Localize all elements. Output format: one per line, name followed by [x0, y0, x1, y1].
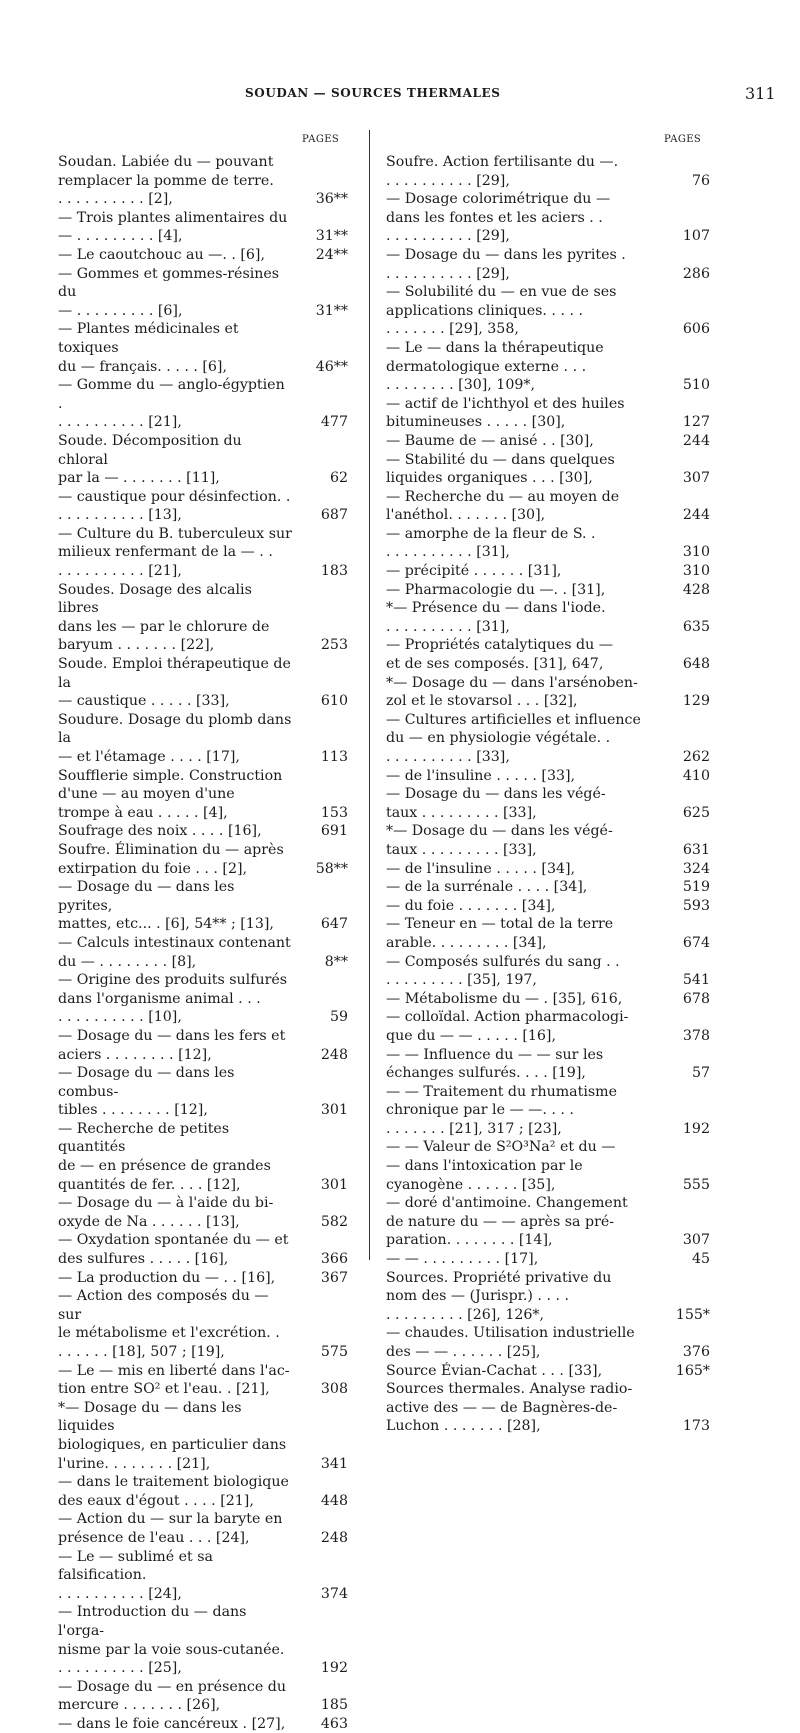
- index-entry-page: 610: [320, 693, 348, 710]
- index-entry-text: Soufre. Élimination du — après extirpation du foie . . . [2],: [58, 841, 284, 877]
- pages-label-right: PAGES: [664, 134, 702, 145]
- index-entry-page: 192: [682, 1120, 710, 1137]
- index-entry-text: — La production du — . . [16],: [58, 1269, 276, 1286]
- index-entry-text: — Cultures artificielles et influence du — en physiologie végétale. . . . . . . . . . . . [33],: [386, 711, 641, 765]
- index-entry-text: — Oxydation spontanée du — et des sulfures . . . . . [16],: [58, 1232, 289, 1268]
- index-entry-page: 582: [320, 1213, 348, 1230]
- running-header: [0, 86, 800, 108]
- index-entry: [386, 711, 710, 767]
- index-entry: [386, 897, 710, 916]
- index-entry-page: 410: [682, 767, 710, 784]
- index-entry-page: 244: [682, 507, 710, 524]
- index-entry-text: — dans le foie cancéreux . [27],: [58, 1715, 286, 1732]
- index-entry: [386, 636, 710, 673]
- index-entry-page: 31**: [315, 228, 348, 245]
- page-number: 311: [745, 84, 776, 103]
- index-entry-text: — dans le traitement biologique des eaux d'égout . . . . [21],: [58, 1474, 289, 1509]
- index-entry-page: 575: [320, 1344, 348, 1360]
- index-entry-page: 31**: [315, 302, 348, 319]
- index-entry: [386, 822, 710, 859]
- index-entry-page: 24**: [315, 246, 348, 263]
- index-entry-page: 301: [320, 1176, 348, 1193]
- index-entry-page: 165*: [675, 1362, 710, 1379]
- index-entry-page: 248: [320, 1046, 348, 1063]
- index-entry-page: 153: [320, 804, 348, 821]
- index-entry: [386, 785, 710, 822]
- index-entry-text: Soude. Emploi thérapeutique de la — caustique . . . . . [33],: [58, 656, 291, 710]
- index-entry: [386, 339, 710, 395]
- index-entry: [386, 599, 710, 636]
- index-entry-page: 606: [682, 321, 710, 338]
- index-entry: [58, 1064, 348, 1120]
- index-entry-text: *— Dosage du — dans les liquides biologiques, en particulier dans l'urine. . . . . . . . [21],: [58, 1399, 287, 1472]
- index-entry: [58, 971, 348, 1027]
- index-entry-text: — Plantes médicinales et toxiques du — français. . . . . [6],: [58, 321, 239, 375]
- index-entry-text: Soufflerie simple. Construction d'une — au moyen d'une trompe à eau . . . . . [4],: [58, 767, 283, 821]
- index-entry-page: 307: [682, 470, 710, 487]
- index-entry: [58, 320, 348, 376]
- index-entry-text: — Le caoutchouc au —. . [6],: [58, 246, 265, 263]
- index-entry: [58, 711, 348, 767]
- index-entry: [386, 525, 710, 562]
- index-entry-text: — colloïdal. Action pharmacologi- que du — — . . . . . [16],: [386, 1009, 629, 1044]
- index-entry-page: 631: [682, 841, 710, 858]
- index-entry-text: — Composés sulfurés du sang . . . . . . . . . . . [35], 197,: [386, 953, 620, 989]
- index-entry-page: 635: [682, 618, 710, 635]
- index-entry: [58, 1362, 348, 1399]
- index-entry-text: — Dosage du — dans les fers et aciers . . . . . . . . [12],: [58, 1027, 286, 1063]
- index-entry: [386, 674, 710, 711]
- index-entry-page: 45: [691, 1251, 710, 1268]
- index-entry-text: — Introduction du — dans l'orga- nisme par la voie sous-cutanée. . . . . . . . . . . [25],: [58, 1604, 285, 1677]
- index-entry-text: — Propriétés catalytiques du — et de ses composés. [31], 647,: [386, 637, 613, 673]
- index-entry: [386, 153, 710, 190]
- index-entry-page: 310: [682, 544, 710, 561]
- index-entry-text: — — Traitement du rhumatisme chronique par le — —. . . . . . . . . . . [21], 317 ; [23],: [386, 1083, 617, 1137]
- left-index-column: [58, 153, 348, 1733]
- index-entry-page: 307: [682, 1232, 710, 1249]
- index-entry-text: — Recherche de petites quantités de — en présence de grandes quantités de fer. . . . [12],: [58, 1120, 271, 1193]
- index-entry-text: — actif de l'ichthyol et des huiles bitumineuses . . . . . [30],: [386, 395, 625, 431]
- index-entry-text: — amorphe de la fleur de S. . . . . . . . . . . . [31],: [386, 525, 596, 561]
- index-entry: [58, 525, 348, 581]
- index-entry: [386, 1324, 710, 1361]
- index-entry: [386, 581, 710, 600]
- index-entry-page: 301: [320, 1102, 348, 1119]
- index-entry: [386, 1269, 710, 1325]
- index-entry: [58, 1120, 348, 1194]
- index-entry-page: 173: [682, 1418, 710, 1435]
- index-entry-text: Soudan. Labiée du — pouvant remplacer la pomme de terre. . . . . . . . . . . [2],: [58, 154, 274, 208]
- index-entry-text: Soudes. Dosage des alcalis libres dans les — par le chlorure de baryum . . . . . . . [22],: [58, 581, 270, 654]
- index-entry-text: — Solubilité du — en vue de ses applications cliniques. . . . . . . . . . . . [29], 358,: [386, 284, 617, 338]
- index-entry: [386, 878, 710, 897]
- index-entry-page: 155*: [675, 1306, 710, 1323]
- index-entry-text: — Dosage du — à l'aide du bi- oxyde de Na . . . . . . [13],: [58, 1195, 274, 1230]
- index-entry-text: — Dosage du — en présence du mercure . . . . . . . [26],: [58, 1678, 286, 1714]
- index-entry: [58, 1399, 348, 1473]
- index-entry-text: — du foie . . . . . . . [34],: [386, 897, 556, 914]
- index-entry: [58, 1473, 348, 1510]
- index-entry: [58, 376, 348, 432]
- index-entry: [386, 1083, 710, 1139]
- index-entry-page: 541: [682, 972, 710, 989]
- index-entry: [58, 265, 348, 321]
- index-entry-page: 244: [682, 432, 710, 449]
- index-entry-page: 647: [320, 916, 348, 933]
- index-entry: [58, 1269, 348, 1288]
- index-entry-page: 367: [320, 1269, 348, 1286]
- index-entry-page: 593: [682, 897, 710, 914]
- pages-label-left: PAGES: [302, 134, 340, 145]
- index-entry-text: — — . . . . . . . . . [17],: [386, 1251, 539, 1268]
- index-entry-text: — de l'insuline . . . . . [34],: [386, 860, 576, 877]
- index-entry: [58, 1548, 348, 1604]
- index-entry: [58, 209, 348, 246]
- index-entry-page: 113: [320, 749, 348, 765]
- index-entry-page: 262: [682, 749, 710, 765]
- index-entry: [58, 1231, 348, 1268]
- index-entry: [386, 283, 710, 339]
- index-entry-page: 324: [682, 860, 710, 877]
- index-entry: [386, 1046, 710, 1083]
- index-entry-text: — Dosage du — dans les pyrites . . . . . . . . . . . [29],: [386, 246, 626, 282]
- index-entry: [386, 451, 710, 488]
- index-entry-page: 378: [682, 1027, 710, 1044]
- index-entry: [386, 1362, 710, 1381]
- index-entry-text: — Origine des produits sulfurés dans l'organisme animal . . . . . . . . . . . . . [10],: [58, 972, 288, 1026]
- index-entry-text: — doré d'antimoine. Changement de nature du — — après sa pré- paration. . . . . . . . [14],: [386, 1195, 628, 1249]
- index-entry: [386, 1194, 710, 1250]
- index-entry: [386, 562, 710, 581]
- index-entry-text: *— Dosage du — dans les végé- taux . . . . . . . . . [33],: [386, 823, 613, 858]
- index-entry-page: 691: [320, 823, 348, 840]
- index-entry-page: 183: [320, 563, 348, 580]
- index-entry: [58, 581, 348, 655]
- index-entry-text: — Calculs intestinaux contenant du — . . . . . . . . [8],: [58, 934, 291, 970]
- index-entry: [386, 915, 710, 952]
- index-entry-page: 648: [682, 656, 710, 673]
- index-entry-text: Sources thermales. Analyse radio- active des — — de Bagnères-de- Luchon . . . . . . . [28],: [386, 1381, 633, 1435]
- index-entry-page: 366: [320, 1251, 348, 1268]
- index-entry-page: 185: [320, 1697, 348, 1714]
- index-entry-page: 310: [682, 563, 710, 580]
- index-entry-page: 674: [682, 934, 710, 951]
- index-entry-text: — de l'insuline . . . . . [33],: [386, 767, 576, 784]
- index-entry-text: — — Influence du — — sur les échanges sulfurés. . . . [19],: [386, 1046, 604, 1082]
- index-entry-page: 127: [682, 414, 710, 431]
- index-entry: [386, 953, 710, 990]
- index-entry: [386, 190, 710, 246]
- index-entry-text: Soufrage des noix . . . . [16],: [58, 823, 262, 840]
- index-entry-text: Soufre. Action fertilisante du —. . . . . . . . . . . [29],: [386, 154, 619, 189]
- index-entry: [386, 767, 710, 786]
- running-title: SOUDAN — SOURCES THERMALES: [245, 86, 501, 100]
- index-entry-page: 129: [682, 693, 710, 710]
- index-entry-text: — chaudes. Utilisation industrielle des — — . . . . . . [25],: [386, 1325, 635, 1360]
- index-entry: [58, 934, 348, 971]
- index-entry-page: 374: [320, 1585, 348, 1602]
- index-entry: [58, 767, 348, 823]
- index-entry-text: — Culture du B. tuberculeux sur milieux renfermant de la — . . . . . . . . . . . . [21],: [58, 525, 292, 580]
- index-entry-page: 428: [682, 581, 710, 598]
- index-entry-page: 448: [320, 1492, 348, 1509]
- index-entry: [58, 432, 348, 488]
- index-entry-text: *— Présence du — dans l'iode. . . . . . . . . . . [31],: [386, 600, 606, 635]
- index-entry-page: 625: [682, 804, 710, 821]
- index-entry-page: 107: [682, 228, 710, 245]
- index-entry-text: — Pharmacologie du —. . [31],: [386, 581, 606, 598]
- index-entry: [58, 1194, 348, 1231]
- index-entry-page: 341: [320, 1455, 348, 1472]
- index-entry-page: 253: [320, 637, 348, 654]
- index-entry: [58, 1027, 348, 1064]
- index-entry: [386, 395, 710, 432]
- index-entry-text: — Le — sublimé et sa falsification. . . . . . . . . . . [24],: [58, 1548, 214, 1602]
- index-entry: [58, 655, 348, 711]
- index-entry-page: 519: [682, 879, 710, 896]
- index-entry: [386, 990, 710, 1009]
- index-entry-text: — Action du — sur la baryte en présence de l'eau . . . [24],: [58, 1511, 283, 1546]
- index-entry-text: — Dosage du — dans les combus- tibles . . . . . . . . [12],: [58, 1065, 235, 1119]
- index-entry-page: 463: [320, 1715, 348, 1732]
- index-entry: [386, 432, 710, 451]
- index-entry-text: — précipité . . . . . . [31],: [386, 563, 562, 580]
- index-entry-text: — Teneur en — total de la terre arable. . . . . . . . . [34],: [386, 916, 614, 951]
- index-entry-page: 62: [329, 470, 348, 487]
- index-entry: [58, 246, 348, 265]
- column-divider: [369, 130, 370, 1260]
- index-entry-page: 76: [691, 172, 710, 189]
- right-index-column: [386, 153, 710, 1436]
- index-entry-page: 678: [682, 990, 710, 1007]
- index-entry: [386, 1380, 710, 1436]
- index-entry-text: Source Évian-Cachat . . . [33],: [386, 1362, 603, 1379]
- index-entry-text: — — Valeur de S²O³Na² et du — — dans l'intoxication par le cyanogène . . . . . . [35],: [386, 1139, 616, 1193]
- index-entry-page: 248: [320, 1529, 348, 1546]
- index-entry-page: 57: [691, 1065, 710, 1082]
- index-entry: [58, 153, 348, 209]
- index-entry-text: — Dosage du — dans les végé- taux . . . . . . . . . [33],: [386, 786, 606, 821]
- index-entry: [386, 246, 710, 283]
- index-entry-text: *— Dosage du — dans l'arsénoben- zol et le stovarsol . . . [32],: [386, 674, 638, 710]
- index-entry: [58, 1715, 348, 1733]
- index-entry: [58, 822, 348, 841]
- index-entry-text: Soude. Décomposition du chloral par la — . . . . . . . [11],: [58, 432, 242, 487]
- index-entry: [386, 860, 710, 879]
- index-entry: [58, 841, 348, 878]
- index-entry-page: 376: [682, 1344, 710, 1360]
- index-entry-page: 687: [320, 507, 348, 524]
- index-entry-page: 46**: [315, 358, 348, 375]
- index-entry-text: — Stabilité du — dans quelques liquides organiques . . . [30],: [386, 451, 615, 487]
- index-entry-page: 59: [329, 1009, 348, 1026]
- index-entry-text: — Recherche du — au moyen de l'anéthol. . . . . . . [30],: [386, 488, 620, 524]
- index-entry-page: 192: [320, 1660, 348, 1677]
- index-entry: [386, 1008, 710, 1045]
- index-entry-text: — Action des composés du — sur le métabolisme et l'excrétion. . . . . . . . [18], 507 ; [19],: [58, 1288, 280, 1360]
- index-entry-text: — Dosage du — dans les pyrites, mattes, etc... . [6], 54** ; [13],: [58, 879, 274, 933]
- index-entry-text: — Gomme du — anglo-égyptien . . . . . . . . . . . [21],: [58, 377, 285, 431]
- index-entry: [386, 1250, 710, 1269]
- index-entry: [58, 1678, 348, 1715]
- index-entry-text: — Le — mis en liberté dans l'ac- tion entre SO² et l'eau. . [21],: [58, 1362, 290, 1398]
- index-entry: [58, 1603, 348, 1677]
- index-entry-page: 555: [682, 1176, 710, 1193]
- index-entry-text: — Baume de — anisé . . [30],: [386, 432, 594, 449]
- index-entry: [58, 488, 348, 525]
- index-entry-text: — Trois plantes alimentaires du — . . . . . . . . . [4],: [58, 209, 288, 245]
- index-entry-text: — Métabolisme du — . [35], 616,: [386, 990, 623, 1007]
- index-entry-page: 308: [320, 1381, 348, 1398]
- index-entry-page: 36**: [315, 191, 348, 208]
- index-entry-text: — Le — dans la thérapeutique dermatologique externe . . . . . . . . . . . [30], 109*,: [386, 339, 604, 394]
- index-entry-page: 286: [682, 265, 710, 282]
- index-entry-text: — caustique pour désinfection. . . . . . . . . . . . [13],: [58, 488, 291, 524]
- index-entry: [58, 1287, 348, 1361]
- index-entry-text: Sources. Propriété privative du nom des — (Jurispr.) . . . . . . . . . . . . . [26], 126*,: [386, 1269, 612, 1323]
- index-entry-page: 58**: [315, 860, 348, 877]
- index-entry: [58, 878, 348, 934]
- index-entry-page: 510: [682, 377, 710, 394]
- index-entry: [58, 1510, 348, 1547]
- index-entry-page: 477: [320, 414, 348, 431]
- index-entry-text: — Dosage colorimétrique du — dans les fontes et les aciers . . . . . . . . . . . . [29],: [386, 191, 611, 245]
- index-entry-page: 8**: [324, 953, 348, 970]
- index-entry-text: Soudure. Dosage du plomb dans la — et l'étamage . . . . [17],: [58, 711, 292, 765]
- index-entry-text: — Gommes et gommes-résines du — . . . . . . . . . [6],: [58, 265, 280, 319]
- index-entry-text: — de la surrénale . . . . [34],: [386, 879, 588, 896]
- index-entry: [386, 1138, 710, 1194]
- index-entry: [386, 488, 710, 525]
